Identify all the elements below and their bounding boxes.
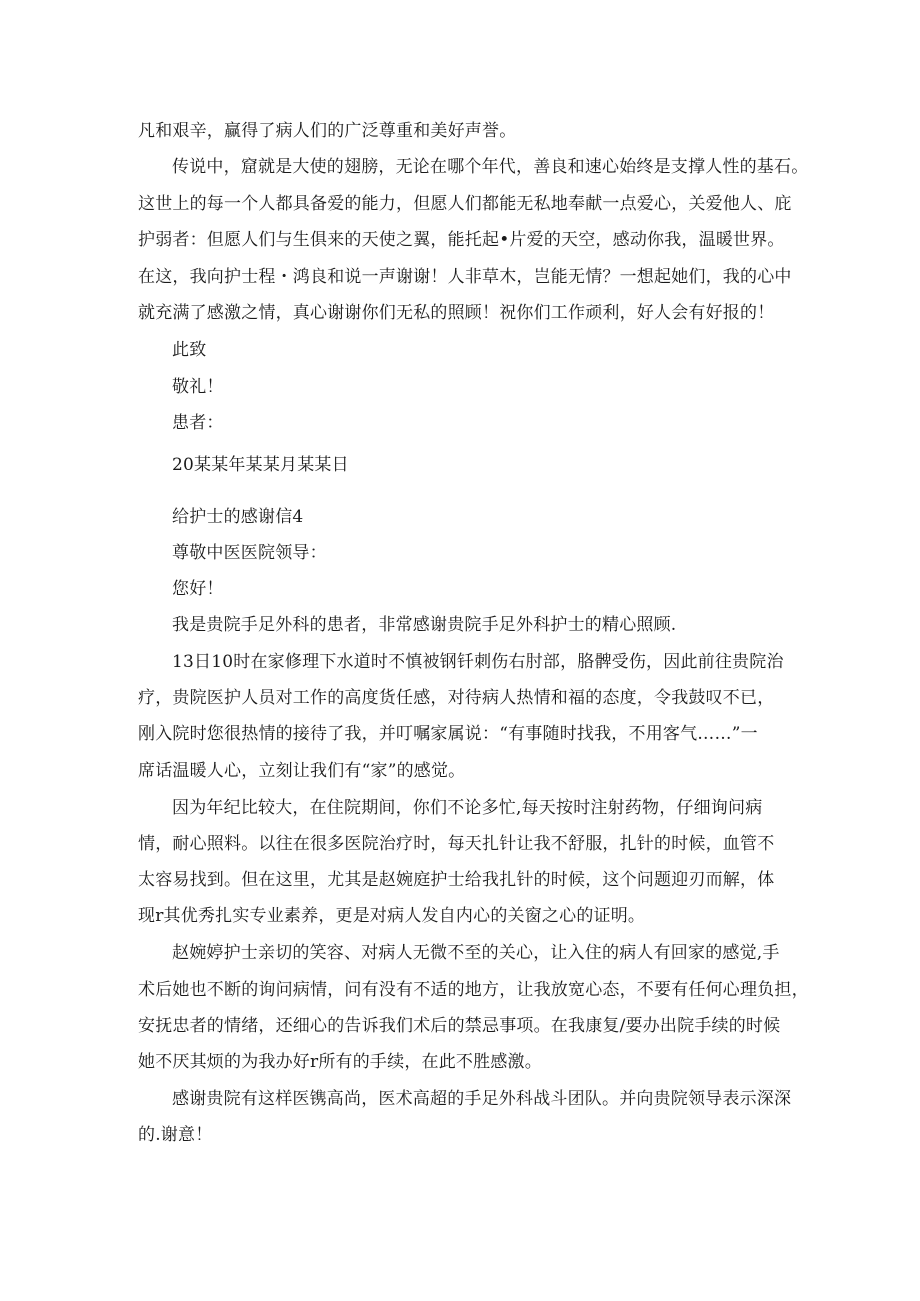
text-line: 凡和艰辛，赢得了病人们的广泛尊重和美好声誉。	[138, 121, 517, 141]
letter-title: 给护士的感谢信4	[172, 507, 304, 527]
text-line: 赵婉婷护士亲切的笑容、对病人无微不至的关心，让入住的病人有回家的感觉,手	[172, 943, 780, 963]
text-line: 术后她也不断的询问病情，问有没有不适的地方，让我放宽心态，不要有任何心理负担，	[138, 980, 809, 1000]
salutation: 尊敬中医医院领导：	[172, 543, 327, 563]
intro-line: 我是贵院手足外科的患者，非常感谢贵院手足外科护士的精心照顾.	[172, 615, 677, 635]
closing-line: 此致	[172, 340, 207, 360]
text-line: 席话温暖人心，立刻让我们有“家”的感觉。	[138, 761, 466, 781]
text-line: 这世上的每一个人都具备爱的能力，但愿人们都能无私地奉献一点爱心，关爱他人、庇	[138, 194, 792, 214]
text-line: 在这，我向护士程・鸿良和说一声谢谢！人非草木，岂能无情？一想起她们，我的心中	[138, 267, 792, 287]
text-line: 太容易找到。但在这里，尤其是赵婉庭护士给我扎针的时候，这个问题迎刃而解，体	[138, 870, 775, 890]
text-line: 护弱者：但愿人们与生俱来的天使之翼，能托起•片爱的天空，感动你我，温暖世界。	[138, 230, 785, 250]
text-line: 她不厌其烦的为我办好r所有的手续，在此不胜感激。	[138, 1052, 542, 1072]
text-line: 现r其优秀扎实专业素养，更是对病人发自内心的关窗之心的证明。	[138, 906, 646, 926]
date-line: 20某某年某某月某某日	[172, 455, 349, 475]
text-line: 疗，贵院医护人员对工作的高度货任感，对待病人热情和福的态度，令我鼓叹不已，	[138, 688, 775, 708]
signature-line: 患者：	[172, 413, 224, 433]
text-line: 传说中，窟就是大使的翅膀，无论在哪个年代，善良和速心始终是支撑人性的基石。	[172, 157, 809, 177]
text-line: 的.谢意！	[138, 1125, 213, 1145]
text-line: 情，耐心照料。以往在很多医院治疗时，每天扎针让我不舒服，扎针的时候，血管不	[138, 834, 775, 854]
text-line: 安抚忠者的情绪，还细心的告诉我们术后的禁忌事项。在我康复/要办出院手续的时候	[138, 1016, 781, 1036]
greeting: 您好！	[172, 579, 224, 599]
text-line: 因为年纪比较大，在住院期间，你们不论多忙,每天按时注射药物，仔细询问病	[172, 798, 763, 818]
text-line: 13日10时在家修理下水道时不慎被钢钎刺伤右肘部，胳髀受伤，因此前往贵院治	[172, 652, 784, 672]
text-line: 感谢贵院有这样医镌高尚，医术高超的手足外科战斗团队。并向贵院领导表示深深	[172, 1089, 792, 1109]
text-line: 刚入院时您很热情的接待了我，并叮嘱家属说：“有事随时找我，不用客气……”一	[138, 724, 758, 744]
closing-line: 敬礼！	[172, 377, 224, 397]
text-line: 就充满了感激之情，真心谢谢你们无私的照顾！祝你们工作顽利，好人会有好报的！	[138, 303, 775, 323]
